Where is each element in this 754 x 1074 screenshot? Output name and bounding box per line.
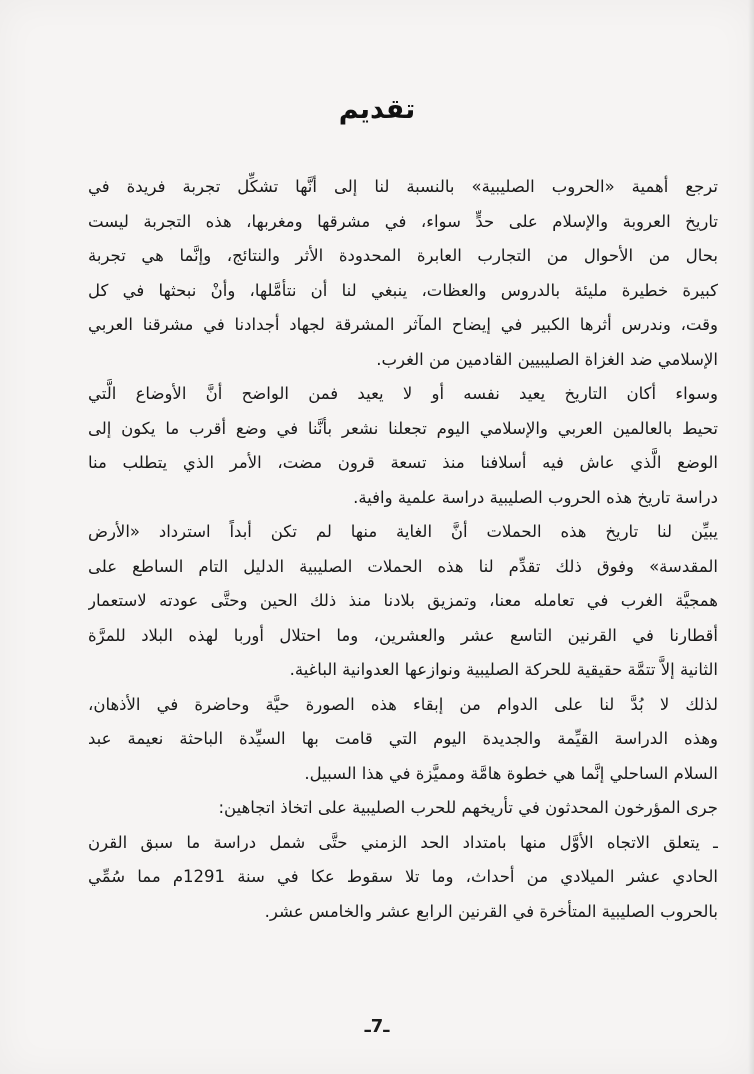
- text-line: تحيط بالعالمين العربي والإسلامي اليوم تجعلنا نشعر بأنَّنا في وضع أقرب ما يكون إلى: [88, 418, 718, 438]
- text-line: بالحروب الصليبية المتأخرة في القرنين الرابع عشر والخامس عشر.: [264, 901, 718, 921]
- body-text: [88, 170, 718, 929]
- text-line: تاريخ العروبة والإسلام على حدٍّ سواء، في مشرقها ومغربها، هذه التجربة ليست: [88, 211, 718, 231]
- text-line: كبيرة خطيرة مليئة بالدروس والعظات، ينبغي لنا أن نتأمَّلها، وأنْ نبحثها في كل: [88, 280, 718, 300]
- text-line: ترجع أهمية «الحروب الصليبية» بالنسبة لنا إلى أنَّها تشكِّل تجربة فريدة في: [88, 177, 718, 196]
- text-line: المقدسة» وفوق ذلك تقدِّم لنا هذه الحملات الصليبية الدليل التام الساطع على: [88, 556, 718, 576]
- text-line: الوضع الَّذي عاش فيه أسلافنا منذ تسعة قرون مضت، الأمر الذي يتطلب منا: [88, 453, 718, 472]
- page-edge-shadow: [748, 0, 754, 1074]
- text-line: الإسلامي ضد الغزاة الصليبيين القادمين من الغرب.: [376, 349, 718, 369]
- text-line: يبيِّن لنا تاريخ هذه الحملات أنَّ الغاية منها لم تكن أبداً استرداد «الأرض: [88, 522, 718, 541]
- text-line: وقت، وندرس أثرها الكبير في إيضاح المآثر المشرقة لجهاد أجدادنا في مشرقنا العربي: [88, 315, 718, 334]
- page-title: تقديم: [338, 94, 416, 125]
- text-line: الحادي عشر الميلادي من أحداث، وما تلا سقوط عكا في سنة 1291م مما سُمِّي: [88, 867, 718, 886]
- text-line: وهذه الدراسة القيِّمة والجديدة اليوم التي قامت بها السيِّدة الباحثة نعيمة عبد: [88, 729, 718, 748]
- text-line: الثانية إلاَّ تتمَّة حقيقية للحركة الصليبية ونوازعها العدوانية الباغية.: [289, 660, 718, 679]
- text-line: لذلك لا بُدَّ لنا على الدوام من إبقاء هذه الصورة حيَّة وحاضرة في الأذهان،: [88, 694, 718, 714]
- text-line: بحال من الأحوال من التجارب العابرة المحدودة الأثر والنتائج، وإنَّما هي تجربة: [88, 246, 718, 265]
- text-line: السلام الساحلي إنَّما هي خطوة هامَّة ومميَّزة في هذا السبيل.: [304, 763, 718, 783]
- text-line: وسواء أكان التاريخ يعيد نفسه أو لا يعيد فمن الواضح أنَّ الأوضاع الَّتي: [88, 384, 718, 403]
- text-line: همجيَّة الغرب في تعامله معنا، وتمزيق بلادنا منذ ذلك الحين وحتَّى عودته لاستعمار: [88, 591, 718, 610]
- page-number: ـ7ـ: [364, 1016, 390, 1037]
- text-line: ـ يتعلق الاتجاه الأوَّل منها بامتداد الحد الزمني حتَّى شمل دراسة ما سبق القرن: [88, 832, 718, 852]
- text-line: جرى المؤرخون المحدثون في تأريخهم للحرب الصليبية على اتخاذ اتجاهين:: [218, 798, 718, 817]
- text-line: أقطارنا في القرنين التاسع عشر والعشرين، وما احتلال أوربا لهذه البلاد للمرَّة: [88, 625, 718, 645]
- text-line: دراسة تاريخ هذه الحروب الصليبية دراسة علمية وافية.: [353, 487, 718, 507]
